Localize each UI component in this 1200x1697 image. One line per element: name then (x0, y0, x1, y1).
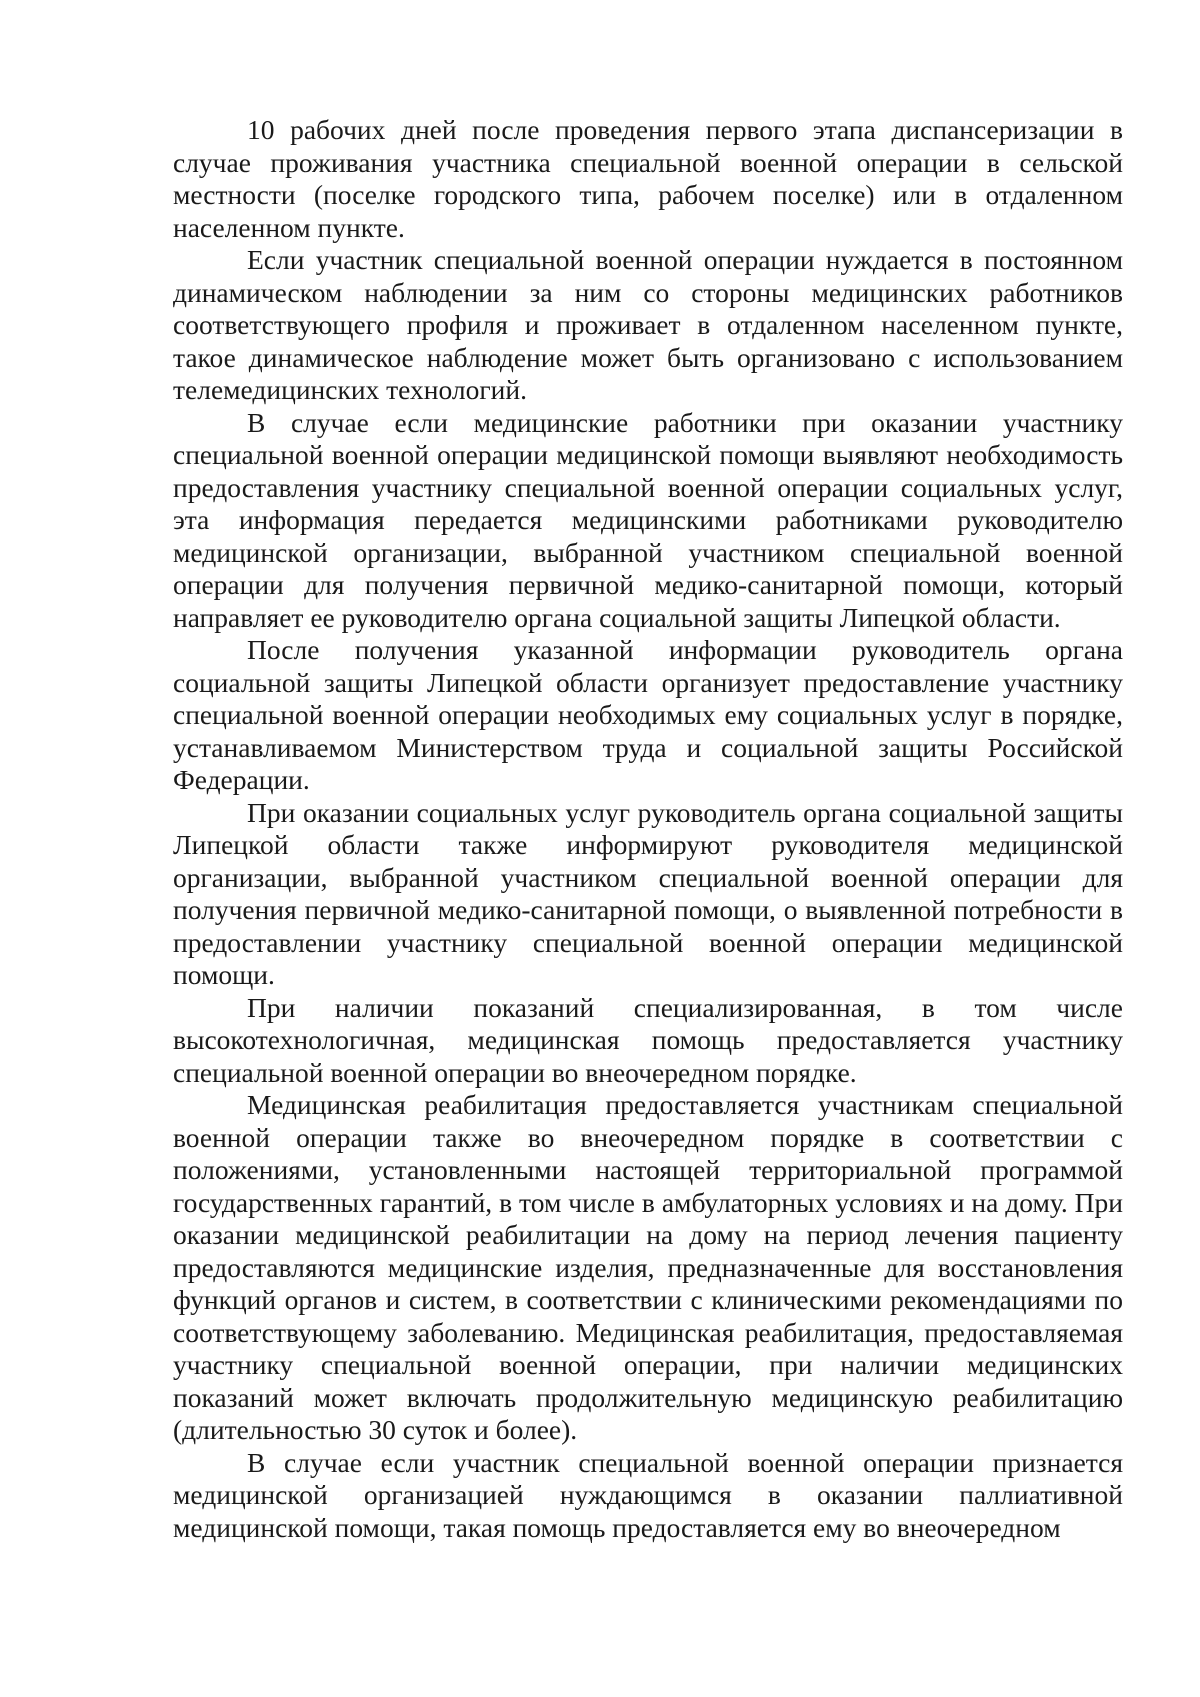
paragraph-8: В случае если участник специальной военной операции признается медицинской организацией нуждающимся в оказании паллиативной медицинской помощи, такая помощь предоставляется ему во внеочередном (173, 1446, 1123, 1543)
paragraph-2: Если участник специальной военной операции нуждается в постоянном динамическом наблюдении за ним со стороны медицинских работников соответствующего профиля и проживает в отдаленном населенном пункте, такое динамическое наблюдение может быть организовано с использованием телемедицинских технологий. (173, 244, 1123, 405)
paragraph-5: При оказании социальных услуг руководитель органа социальной защиты Липецкой области также информируют руководителя медицинской организации, выбранной участником специальной военной операции для получения первичной медико-санитарной помощи, о выявленной потребности в предоставлении участнику специальной военной операции медицинской помощи. (173, 796, 1123, 990)
paragraph-1: 10 рабочих дней после проведения первого этапа диспансеризации в случае проживания участника специальной военной операции в сельской местности (поселке городского типа, рабочем поселке) или в отдаленном населенном пункте. (173, 114, 1123, 243)
paragraph-3: В случае если медицинские работники при оказании участнику специальной военной операции медицинской помощи выявляют необходимость предоставления участнику специальной военной операции социальных услуг, эта информация передается медицинскими работниками руководителю медицинской организации, выбранной участником специальной военной операции для получения первичной медико-санитарной помощи, который направляет ее руководителю органа социальной защиты Липецкой области. (173, 406, 1123, 633)
document-body (173, 114, 1123, 1544)
paragraph-7: Медицинская реабилитация предоставляется участникам специальной военной операции также во внеочередном порядке в соответствии с положениями, установленными настоящей территориальной программой государственных гарантий, в том числе в амбулаторных условиях и на дому. При оказании медицинской реабилитации на дому на период лечения пациенту предоставляются медицинские изделия, предназначенные для восстановления функций органов и систем, в соответствии с клиническими рекомендациями по соответствующему заболеванию. Медицинская реабилитация, предоставляемая участнику специальной военной операции, при наличии медицинских показаний может включать продолжительную медицинскую реабилитацию (длительностью 30 суток и более). (173, 1089, 1123, 1445)
paragraph-6: При наличии показаний специализированная, в том числе высокотехнологичная, медицинская помощь предоставляется участнику специальной военной операции во внеочередном порядке. (173, 991, 1123, 1088)
paragraph-4: После получения указанной информации руководитель органа социальной защиты Липецкой области организует предоставление участнику специальной военной операции необходимых ему социальных услуг в порядке, устанавливаемом Министерством труда и социальной защиты Российской Федерации. (173, 634, 1123, 795)
